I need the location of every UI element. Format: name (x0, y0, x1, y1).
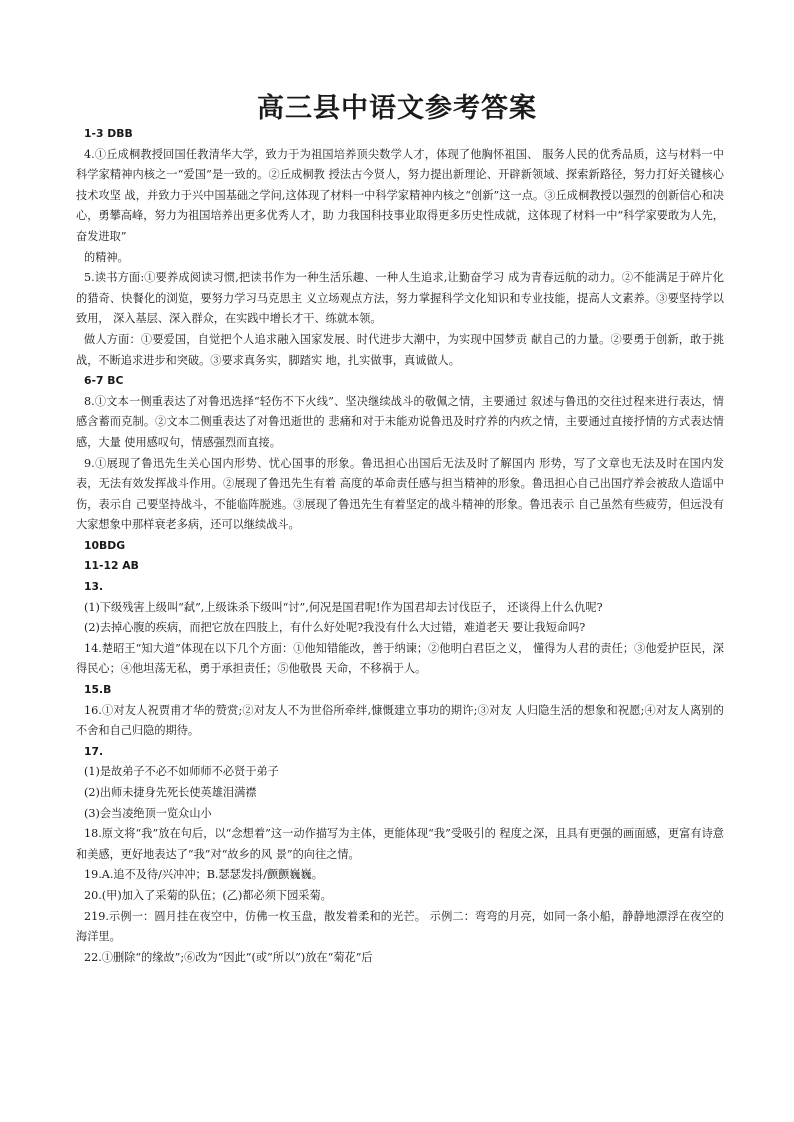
answer-paragraph: 9.①展现了鲁迅先生关心国内形势、忧心国事的形象。鲁迅担心出国后无法及时了解国内 形势，写了文章也无法及时在国内发表，无法有效发挥战斗作用。②展现了鲁迅先生有着 高度的革命责任感与担当精神的形象。鲁迅担心自己出国疗养会被敌人造谣中伤，表示自 己要坚持战斗，不能临阵脱逃。③展现了鲁迅先生有着坚定的战斗精神的形象。鲁迅表示 自己虽然有些疲劳，但远没有大家想象中那样衰老多病，还可以继续战斗。 (76, 456, 724, 532)
answer-paragraph: 19.A.追不及待/兴冲冲；B.瑟瑟发抖/颤颤巍巍。 (84, 868, 323, 882)
answer-key-line: 6-7 BC (84, 374, 124, 388)
answer-paragraph: 18.原文将“我”放在句后，以“念想着”这一动作描写为主体，更能体现“我”受吸引的 程度之深，且具有更强的画面感，更富有诗意和美感，更好地表达了“我”对“故乡的风 景”的向往之情。 (76, 827, 724, 861)
answer-paragraph: 4.①丘成桐教授回国任教清华大学，致力于为祖国培养顶尖数学人才，体现了他胸怀祖国、 服务人民的优秀品质，这与材料一中科学家精神内核之一“爱国”是一致的。②丘成桐教 授法古今贤人，努力提出新理论、开辟新领域、探索新路径，努力打好关键核心技术攻坚 战，并致力于兴中国基础之学问,这体现了材料一中科学家精神内核之“创新”这一点。③丘成桐教授以强烈的创新信心和决心，勇攀高峰，努力为祖国培养出更多优秀人才，助 力我国科技事业取得更多历史性成就，这体现了材料一中“科学家要敢为人先，奋发进取” (76, 147, 724, 243)
answer-paragraph: 16.①对友人祝贾甫才华的赞赏;②对友人不为世俗所牵绊,慷慨建立事功的期许;③对友 人归隐生活的想象和祝愿;④对友人离别的不舍和自己归隐的期待。 (76, 703, 724, 738)
answer-paragraph: 219.示例一：圆月挂在夜空中，仿佛一枚玉盘，散发着柔和的光芒。 示例二：弯弯的月亮，如同一条小船，静静地漂浮在夜空的海洋里。 (76, 909, 724, 944)
answer-paragraph: (2)去掉心腹的疾病，而把它放在四肢上，有什么好处呢?我没有什么大过错，难道老天 要让我短命吗? (84, 621, 586, 635)
answer-paragraph: 做人方面：①要爱国，自觉把个人追求融入国家发展、时代进步大潮中，为实现中国梦贡 献自己的力量。②要勇于创新，敢于挑战，不断追求进步和突破。③要求真务实，脚踏实 地，扎实做事，真诚做人。 (76, 332, 724, 367)
answer-paragraph: 的精神。 (84, 250, 129, 264)
answer-paragraph: 5.读书方面:①要养成阅读习惯,把读书作为一种生活乐趣、一种人生追求,让勤奋学习 成为青春远航的动力。②不能满足于碎片化的猎奇、快餐化的浏览，要努力学习马克思主 义立场观点方法，努力掌握科学文化知识和专业技能，提高人文素养。③要坚持学以致用， 深入基层、深入群众，在实践中增长才干、练就本领。 (76, 271, 724, 326)
answer-key-line: 15.B (84, 683, 112, 697)
answer-paragraph: (3)会当凌绝顶一览众山小 (84, 806, 212, 820)
answer-paragraph: 20.(甲)加入了采菊的队伍；(乙)都必须下园采菊。 (84, 888, 332, 902)
answer-content (76, 124, 724, 968)
page-title: 高三县中语文参考答案 (257, 93, 537, 124)
answer-key-line: 17. (84, 744, 104, 758)
answer-key-line: 10BDG (84, 538, 126, 552)
answer-paragraph: (1)下级残害上级叫“弑”,上级诛杀下级叫“讨”,何况是国君呢!作为国君却去讨伐臣子， 还谈得上什么仇呢? (84, 600, 603, 614)
answer-paragraph: (2)出师未捷身先死长使英雄泪满襟 (84, 786, 257, 799)
answer-paragraph: (1)是故弟子不必不如师师不必贤于弟子 (84, 765, 279, 779)
answer-paragraph: 22.①删除“的缘故”;⑥改为“因此”(或“所以”)放在“菊花”后 (84, 950, 373, 964)
answer-paragraph: 8.①文本一侧重表达了对鲁迅选择“轻伤不下火线”、坚决继续战斗的敬佩之情，主要通过 叙述与鲁迅的交往过程来进行表达，情感含蓄而克制。②文本二侧重表达了对鲁迅逝世的 悲痛和对于未能劝说鲁迅及时疗养的内疚之情，主要通过直接抒情的方式表达情感，大量 使用感叹句，情感强烈而直接。 (76, 394, 724, 449)
answer-key-line: 1-3 DBB (84, 127, 133, 140)
answer-key-line: 11-12 AB (84, 559, 139, 573)
answer-paragraph: 14.楚昭王“知大道”体现在以下几个方面：①他知错能改，善于纳谏；②他明白君臣之义， 懂得为人君的责任；③他爱护臣民，深得民心；④他坦荡无私，勇于承担责任；⑤他敬畏 天命，不移祸于人。 (76, 641, 724, 676)
answer-key-line: 13. (84, 580, 104, 594)
